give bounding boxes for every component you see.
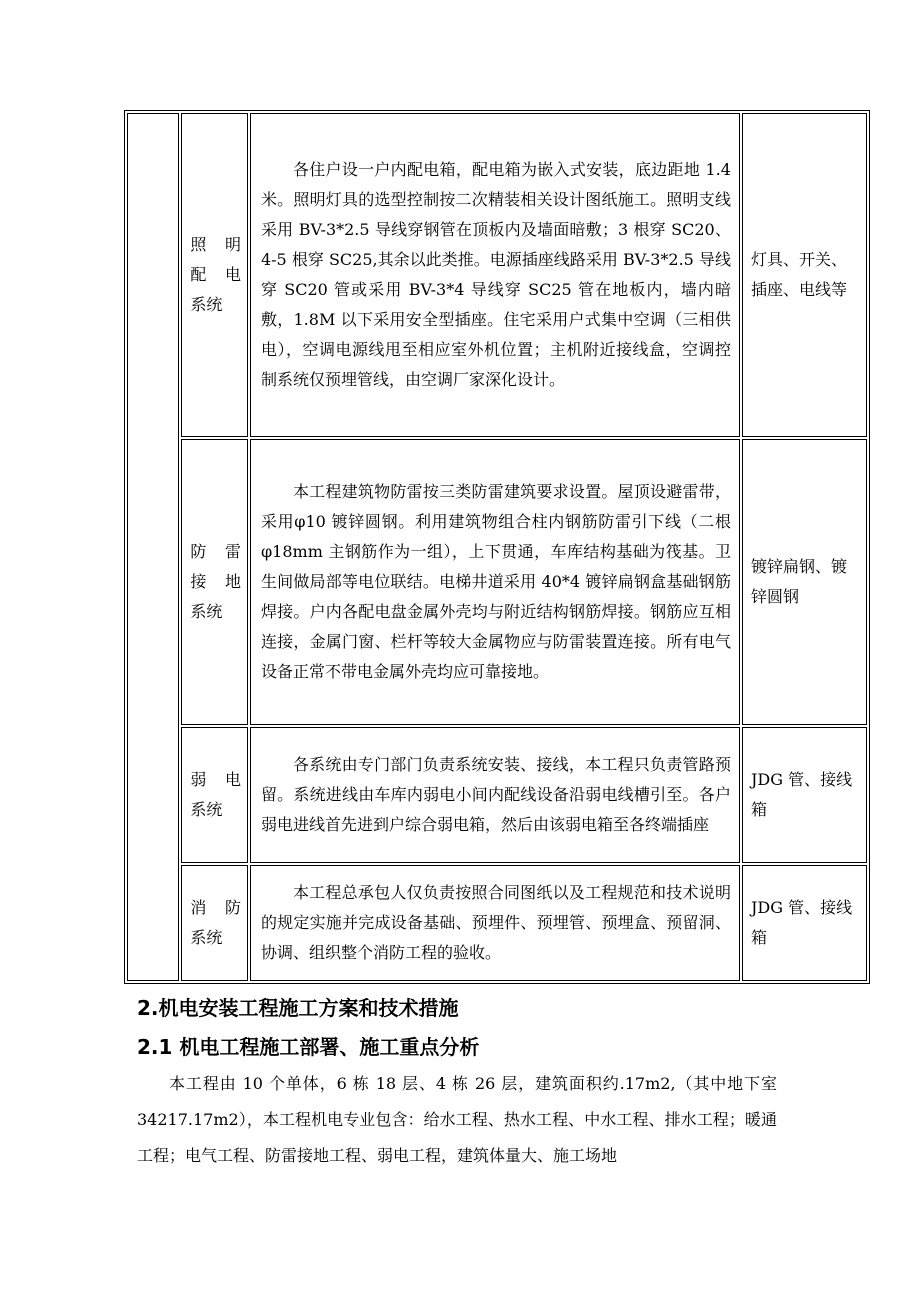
category-text: 系统 [190, 602, 223, 621]
materials-text: JDG 管、接线箱 [750, 770, 853, 819]
materials-cell [742, 439, 867, 725]
category-cell [181, 727, 248, 863]
category-text: 消 防 [190, 898, 241, 917]
table-row [127, 865, 867, 981]
description-cell [250, 113, 740, 437]
subsection-heading: 2.1 机电工程施工部署、施工重点分析 [137, 1035, 480, 1059]
description-cell [250, 865, 740, 981]
description-cell [250, 439, 740, 725]
table-row [127, 113, 867, 437]
materials-text: JDG 管、接线箱 [750, 898, 853, 947]
category-text: 配 电 [190, 265, 241, 284]
section-heading: 2.机电安装工程施工方案和技术措施 [137, 996, 459, 1020]
materials-cell [742, 727, 867, 863]
description-text: 各住户设一户内配电箱，配电箱为嵌入式安装，底边距地 1.4 米。照明灯具的选型控制按二次精装相关设计图纸施工。照明支线采用 BV-3*2.5 导线穿钢管在顶板内及墙面暗敷；3 根穿 SC20、4-5 根穿 SC25,其余以此类推。电源插座线路采用 BV-3*2.5 导线穿 SC20 管或采用 BV-3*4 导线穿 SC25 管在地板内，墙内暗敷，1.8M 以下采用安全型插座。住宅采用户式集中空调（三相供电），空调电源线甩至相应室外机位置；主机附近接线盒，空调控制系统仅预埋管线，由空调厂家深化设计。 [260, 160, 731, 389]
table-row [127, 727, 867, 863]
blank-column-cell [127, 113, 179, 981]
description-text: 本工程总承包人仅负责按照合同图纸以及工程规范和技术说明的规定实施并完成设备基础、预埋件、预埋管、预埋盒、预留洞、协调、组织整个消防工程的验收。 [260, 883, 731, 962]
category-text: 防 雷 [190, 542, 241, 561]
body-paragraph: 本工程由 10 个单体，6 栋 18 层、4 栋 26 层，建筑面积约.17m2,（其中地下室 34217.17m2），本工程机电专业包含：给水工程、热水工程、中水工程、排水工程；暖通工程；电气工程、防雷接地工程、弱电工程，建筑体量大、施工场地 [137, 1074, 777, 1165]
category-text: 系统 [190, 800, 223, 819]
table-row [127, 439, 867, 725]
materials-text: 灯具、开关、插座、电线等 [750, 250, 847, 299]
description-text: 各系统由专门部门负责系统安装、接线，本工程只负责管路预留。系统进线由车库内弱电小间内配线设备沿弱电线槽引至。各户弱电进线首先进到户综合弱电箱，然后由该弱电箱至各终端插座 [260, 755, 731, 834]
category-text: 系统 [190, 928, 223, 947]
category-cell [181, 865, 248, 981]
systems-table [124, 110, 870, 984]
category-text: 弱 电 [190, 770, 241, 789]
materials-text: 镀锌扁钢、镀锌圆钢 [750, 557, 847, 606]
category-text: 系统 [190, 295, 223, 314]
category-text: 接 地 [190, 572, 241, 591]
materials-cell [742, 113, 867, 437]
category-text: 照 明 [190, 235, 241, 254]
description-cell [250, 727, 740, 863]
materials-cell [742, 865, 867, 981]
category-cell [181, 439, 248, 725]
category-cell [181, 113, 248, 437]
description-text: 本工程建筑物防雷按三类防雷建筑要求设置。屋顶设避雷带，采用φ10 镀锌圆钢。利用建筑物组合柱内钢筋防雷引下线（二根φ18mm 主钢筋作为一组），上下贯通，车库结构基础为筏基。卫生间做局部等电位联结。电梯井道采用 40*4 镀锌扁钢盒基础钢筋焊接。户内各配电盘金属外壳均与附近结构钢筋焊接。钢筋应互相连接，金属门窗、栏杆等较大金属物应与防雷装置连接。所有电气设备正常不带电金属外壳均应可靠接地。 [260, 482, 731, 681]
